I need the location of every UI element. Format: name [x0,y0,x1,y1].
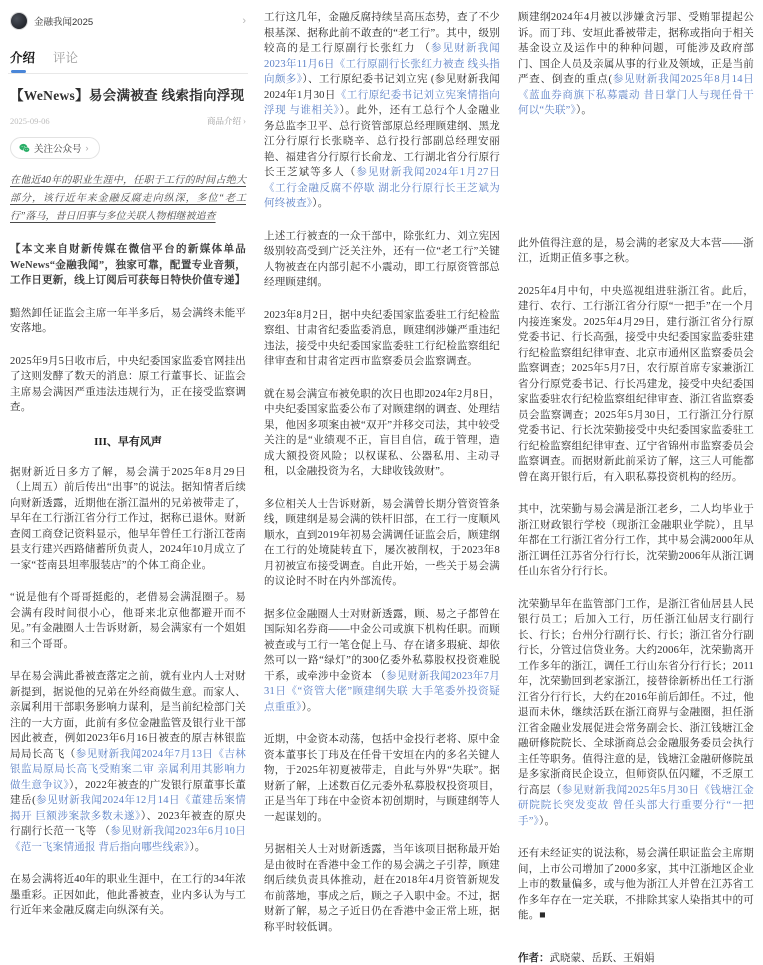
paragraph-text: ）。此外，还有工总行个人金融业务总监李卫平、总行资管部原总经理顾建纲、黑龙江分行原行长张晓辛、总行投行部副总经理安丽艳、福建省分行原行长俞龙、工行湖北省分行原行长王芝斌等多人（ [264,105,500,178]
chevron-right-icon[interactable]: › [242,15,246,27]
paragraph-text: ）。 [312,198,329,209]
paragraph-text: 工行这几年，金融反腐持续呈高压态势，查了不少根基深、据称此前不敢查的“老工行”。其中，级别较高的是工行原副行长张红力 （ [264,12,500,54]
paragraph [10,306,246,337]
author-names: 武晓蒙、岳跃、王娟娟 [549,952,655,964]
paragraph [518,597,754,830]
paragraph-text: 顾建纲2024年4月被以涉嫌贪污罪、受贿罪提起公诉。而丁玮、安垣此番被带走，据称或指向于相关基金设立及运作中的种种问题，可能涉及政府部门、国企人员及亲属从事的行业及领域，正是当前严查、倒查的重点( [518,12,754,85]
publish-date: 2025-09-06 [10,116,50,126]
author-line [518,950,754,965]
paragraph-text: ）。 [301,701,318,713]
paragraph [10,669,246,855]
tab-intro[interactable] [10,48,35,73]
paragraph-text: 多位相关人士告诉财新，易会满曾长期分管资管条线，顾建纲是易会满的铁杆旧部，在工行一度顺风顺水，直到2019年初易会满调任证监会后，顾建纲在工行的处境陡转直下，屡次被削权，于2023年8月初被宣布接受调查。自此开始，一些关于易会满的议论时不时在内外部流传。 [264,498,500,587]
column-1-content [8,242,248,919]
paragraph-text: 此外值得注意的是，易会满的老家及大本营——浙江，近期正值多事之秋。 [518,237,754,264]
paragraph [264,229,500,291]
column-1 [8,6,248,965]
paragraph-text: 2025年9月5日收市后，中央纪委国家监委官网挂出了这则发酵了数天的消息：原工行董事长、证监会主席易会满因严重违法违规行为，正在接受监察调查。 [10,355,246,413]
chevron-right-icon: › [85,143,89,153]
article-link[interactable]: 参见财新我闻2025年8月14日《蓝血券商旗下私募震动 昔日掌门人与现任骨干何以“失联”》 [518,74,755,116]
article-title: 【WeNews】易会满被查 线索指向浮现 [10,88,245,103]
paragraph-text: 沈荣勤早年在监管部门工作，是浙江省仙居县人民银行员工；后加入工行，历任浙江仙居支行副行长、行长；台州分行副行长、行长；浙江省分行副行长，分管过信贷业务。大约2006年，沈荣勤离开工作多年的浙江，调任工行山东省分行行长；2011年，沈荣勤回到老家浙江，接替徐新桥出任工行浙江省分行行长，大约在2016年前后卸任。不过，他退而未休，继续活跃在浙江商界与金融圈，担任浙江省金融业发展促进会常务副会长、浙江钱塘江金融研修院院长、全球浙商总会金融服务委员会执行主任等职务。值得注意的是，钱塘江金融研修院虽是多家浙商民企设立，但师资队伍闪耀，不乏原工行高层（ [518,598,754,796]
account-header[interactable] [8,6,248,40]
tab-intro-label: 介绍 [10,51,36,65]
paragraph [518,846,754,924]
paragraph-text: 还有未经证实的说法称，易会满任职证监会主席期间，上市公司增加了2000多家，其中江浙地区企业上市的数量偏多，或与他为浙江人并曾在江苏省工作多年存在一定关联，不排除其家人染指其中的可能。■ [518,848,754,921]
paragraph-text: 另据相关人士对财新透露，当年该项目据称最开始是由彼时在香港中金工作的易会满之子引荐，顾建纲后续负责具体推动，赶在2018年4月资管新规发布前落地，事成之后，顾之子入职中金。不过，据财新了解，易之子近日仍在香港中金正常上班，据称平时较低调。 [264,844,500,933]
paragraph [264,308,500,370]
paragraph-text: ）、2023年被查的原央行副行长范一飞等 （ [10,810,246,837]
paragraph-text: 据多位金融圈人士对财新透露，顾、易之子都曾在国际知名券商——中金公司或旗下机构任职。而顾被查或与工行一笔仓促上马、存在诸多瑕疵、却依然可以一路“绿灯”的300亿委外私募股权投资难脱干系，或牵涉中金资本 （ [264,608,500,682]
column-3 [516,6,756,965]
tabs-divider [8,73,248,74]
article-link[interactable]: 《工行原纪委书记刘立宪案情指向浮现 与谁相关》 [264,89,501,116]
paragraph [264,732,500,825]
notice-paragraph [10,242,246,289]
paragraph [10,872,246,919]
account-avatar [10,12,28,30]
paragraph [264,607,500,716]
article-link[interactable]: 参见财新我闻2023年6月10日《范一飞案情通报 背后指向哪些线索》 [10,826,246,853]
content-spacer [518,136,754,236]
paragraph [10,590,246,652]
paragraph-text: 就在易会满宣布被免职的次日也即2024年2月8日，中央纪委国家监委公布了对顾建纲的调查、处理结果，他因多项案由被“双开”并移交司法，其中较受关注的是“业绩观不正，盲目自信，疏于管理，造成大额投资风险；以权谋私、公器私用、主动寻租，以金融投资为名，大肆收钱敛财”。 [264,388,500,477]
tab-comments[interactable]: 评论 [53,51,79,65]
wechat-icon [19,143,30,154]
product-intro-label: 商品介绍 [206,116,241,126]
active-tab-indicator [11,70,26,73]
paragraph-text: ），2022年被查的广发银行原董事长董建岳( [10,779,247,806]
follow-button-label: 关注公众号 [34,144,82,155]
paragraph-text: 【本文来自财新传媒在微信平台的新媒体单品 WeNews“金融我闻”，独家可靠，配置专业音频，工作日更新，线上订阅后可获每日特快价值专递】 [10,244,246,286]
paragraph [518,10,754,119]
article-link[interactable]: 参见财新我闻2023年11月6日《工行原副行长张红力被查 线头指向颇多》 [264,43,501,85]
article-link[interactable]: 参见财新我闻2024年12月14日《董建岳案情揭开 巨额涉案款多数未遂》 [10,795,246,822]
column-2 [262,6,502,965]
article-link[interactable]: 参见财新我闻2025年5月30日《钱塘江金研院院长突发变故 曾任头部大行重要分行“一把手”》 [518,784,754,827]
paragraph-text: ）。 [189,841,206,853]
paragraph [264,497,500,590]
tab-bar [8,40,248,73]
author-label: 作者： [518,952,550,964]
paragraph-text: 据财新近日多方了解，易会满于2025年8月29日（上周五）前后传出“出事”的说法。据知情者后续向财新透露，近期他在浙江温州的兄弟被带走了，早年在工行浙江省分行工作过，据称已退休。财新查阅工商登记资料显示，他早年曾任工行浙江苍南县支行建兴西路储蓄所负责人，2024年10月成立了一家“苍南县坦率服装店”的个体工商企业。 [10,466,246,571]
column-2-content [262,10,502,935]
paragraph-text: ）。 [539,815,556,827]
paragraph [518,502,754,580]
account-name: 金融我闻2025 [34,17,94,28]
paragraph-text: “说是他有个哥哥挺彪的，老借易会满混圈子。易会满有段时间很小心，他哥来北京他都避开而不见。”有金融圈人士告诉财新，易会满家有一个姐姐和三个哥哥。 [10,592,246,650]
paragraph [518,284,754,486]
article-link[interactable]: 参见财新我闻2023年7月31日《“资管大佬”顾建纲失联 大手笔委外投资疑点重重》 [264,670,500,713]
paragraph-text: 早在易会满此番被查落定之前，就有业内人士对财新提到，据说他的兄弟在外经商做生意。而家人、亲属利用干部职务影响力谋利，是当前纪检部门关注的一大方面，此前有多位金融监管及银行业干部因此被查，例如2023年6月16日被查的原吉林银监局局长高飞（ [10,671,246,760]
article-summary: 在他近40年的职业生涯中，任职于工行的时间占绝大部分，该行近年来金融反腐走向纵深，多位“老工行”落马，昔日旧事与多位关联人物相继被追查 [10,175,246,222]
article-link[interactable]: 参见财新我闻2024年7月13日《吉林银监局原局长高飞受贿案二审 亲属利用其影响力做生意争议》 [10,748,246,791]
paragraph [10,354,246,416]
article-link[interactable]: 参见财新我闻2024年1月27日《工行金融反腐不停歇 湖北分行原行长王芝斌为何终被查》 [264,167,500,209]
paragraph-text: 近期，中金资本动荡，包括中金投行老将、原中金资本董事长丁玮及在任骨干安垣在内的多名关键人物，于2025年初夏被带走，自此与外界“失联”。据财新了解，上述数百亿元委外私募股权投资项目，正是当年丁玮在中金资本初创期时，与顾建纲等人一起谋划的。 [264,734,500,823]
column-3-content [516,10,756,965]
paragraph-text: 在易会满将近40年的职业生涯中，在工行的34年浓墨重彩。正因如此，他此番被查，业内多认为与工行近年来金融反腐走向纵深有关。 [10,874,246,916]
paragraph [518,236,754,267]
paragraph [264,842,500,935]
paragraph [264,10,500,212]
chevron-right-icon: › [243,116,246,126]
section-heading: III、早有风声 [94,435,162,448]
paragraph [264,387,500,480]
paragraph-text: 2023年8月2日，据中央纪委国家监委驻工行纪检监察组、甘肃省纪委监委消息，顾建纲涉嫌严重违纪违法，接受中央纪委国家监委驻工行纪检监察组纪律审查和甘肃省定西市监察委员会监察调查。 [264,309,500,367]
paragraph-text: 其中，沈荣勤与易会满是浙江老乡，二人均毕业于浙江财政银行学校（现浙江金融职业学院），且早年都在工行浙江省分行工作，其中易会满2000年从浙江调任江苏省分行行长，沈荣勤2006年从浙江调任山东省分行行长。 [518,504,754,577]
product-intro-link[interactable] [207,115,246,127]
paragraph-text: 上述工行被查的一众干部中，除张红力、刘立宪因级别较高受到广泛关注外，还有一位“老工行”关键人物被查在内部引起不小震动，即工行原资管部总经理顾建纲。 [264,230,500,288]
paragraph-text: ）、工行原纪委书记刘立宪 (参见财新我闻2024年1月30日 [264,74,500,101]
paragraph [10,465,246,574]
paragraph-text: 2025年4月中旬，中央巡视组进驻浙江省。此后，建行、农行、工行浙江省分行原“一把手”在一个月内接连案发。2025年4月29日，建行浙江省分行原党委书记、行长高强，接受中央纪委国家监委驻建行纪检监察组纪律审查、北京市通州区监察委员会监察调查；2025年5月7日，农行原首席专家兼浙江省分行原党委书记、行长冯建龙，接受中央纪委国家监委驻农行纪检监察组纪律审查、浙江省监察委员会监察调查；2025年5月30日，工行浙江分行原党委书记、行长沈荣勤接受中央纪委国家监委驻工行纪检监察组纪律审查、辽宁省锦州市监察委员会监察调查。而据财新此前采访了解，这三人可能都曾在离开银行后，有入职私募投资机构的经历。 [518,285,754,483]
follow-account-button[interactable] [10,137,100,159]
meta-row [8,115,248,127]
paragraph-text: 黯然卸任证监会主席一年半多后，易会满终未能平安落地。 [10,307,246,334]
paragraph-text: ）。 [575,105,593,116]
